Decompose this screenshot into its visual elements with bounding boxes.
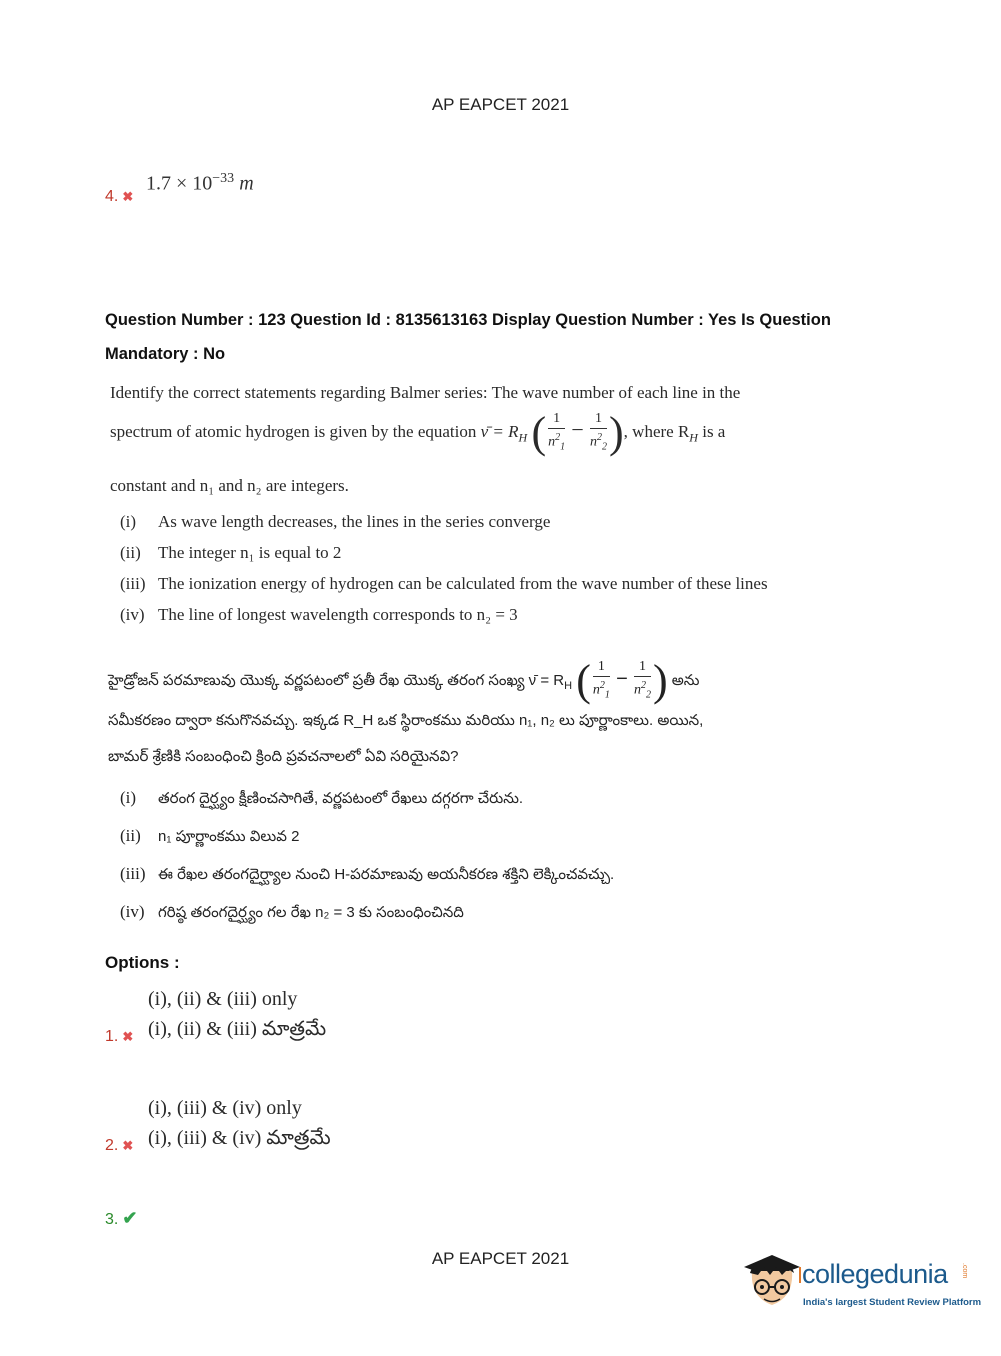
statement-en-3: (iii) The ionization energy of hydrogen can be calculated from the wave number of these lines: [120, 574, 768, 593]
question-meta-line1: Question Number : 123 Question Id : 8135613163 Display Question Number : Yes Is Question: [105, 311, 831, 329]
wrong-mark-icon: ✖: [122, 1138, 134, 1153]
logo-wordmark: collegedunia: [802, 1259, 948, 1289]
statement-te-4: (iv) గరిష్ఠ తరంగదైర్ఘ్యం గల రేఖ n₂ = 3 కు సంబంధించినది: [120, 902, 464, 921]
fraction-1: $\frac{1}{n^2_1}$: [548, 411, 566, 453]
statement-te-3: (iii) ఈ రేఖల తరంగదైర్ఘ్యాల నుంచి H-పరమాణువు అయనీకరణ శక్తిని లెక్కించవచ్చు.: [120, 864, 615, 883]
logo-suffix: .com: [961, 1263, 968, 1279]
statement-en-1: (i) As wave length decreases, the lines in the series converge: [120, 512, 551, 531]
option-4-number: 4. ✖: [105, 188, 134, 205]
question-en-line1: Identify the correct statements regarding Balmer series: The wave number of each line in the: [110, 383, 741, 402]
wrong-mark-icon: ✖: [122, 1029, 134, 1044]
option-1-text: (i), (ii) & (iii) only (i), (ii) & (iii) మాత్రమే: [148, 988, 327, 1040]
option-2-number: 2. ✖: [105, 1137, 134, 1154]
statement-te-1: (i) తరంగ దైర్ఘ్యం క్షీణించసాగితే, వర్ణపటంలో రేఖలు దగ్గరగా చేరును.: [120, 788, 524, 807]
question-meta-line2: Mandatory : No: [105, 345, 226, 363]
correct-mark-icon: ✔: [122, 1208, 138, 1228]
option-1-number: 1. ✖: [105, 1028, 134, 1045]
statement-en-4: (iv) The line of longest wavelength corresponds to n₂ = 3: [120, 605, 518, 624]
fraction-2: $\frac{1}{n^2_2}$: [590, 411, 608, 453]
wrong-mark-icon: ✖: [122, 189, 134, 204]
page-footer: AP EAPCET 2021: [431, 1249, 570, 1268]
student-mascot-icon: [742, 1249, 802, 1321]
statement-te-2: (ii) n₁ పూర్ణాంకము విలువ 2: [120, 826, 300, 845]
option-3-number: 3. ✔: [105, 1208, 138, 1228]
option-4-value: $1.7 \times 10^{-33}$ m: [146, 171, 254, 195]
question-te-line1: హైడ్రోజన్ పరమాణువు యొక్క వర్ణపటంలో ప్రతీ రేఖ యొక్క తరంగ సంఖ్య ν̄ = $R_H$ ( $\frac{1}{n^2_1}$ − $\frac{1}{n^2_2}$ ) అను: [108, 656, 700, 706]
question-te-line2: సమీకరణం ద్వారా కనుగొనవచ్చు. ఇక్కడ R_H ఒక స్థిరాంకము మరియు n₁, n₂ లు పూర్ణాంకాలు. అయిన,: [108, 712, 704, 729]
question-te-line3: బామర్ శ్రేణికి సంబంధించి క్రింది ప్రవచనాలలో ఏవి సరియైనవి?: [108, 748, 459, 765]
option-2-text: (i), (iii) & (iv) only (i), (iii) & (iv) మాత్రమే: [148, 1097, 331, 1149]
logo-tagline: India's largest Student Review Platform: [803, 1297, 982, 1308]
question-en-line3: constant and n₁ and n₂ are integers.: [110, 476, 349, 495]
options-label: Options :: [105, 953, 180, 972]
statement-en-2: (ii) The integer n₁ is equal to 2: [120, 543, 342, 562]
question-en-line2: spectrum of atomic hydrogen is given by the equation ν̄ = $R_H$ ( $\frac{1}{n^2_1}$ − $\frac{1}{n^2_2}$ ), where $R_H$ is a: [110, 408, 726, 458]
question-meta: [105, 303, 905, 371]
page-header: AP EAPCET 2021: [431, 95, 570, 114]
collegedunia-logo: [742, 1249, 982, 1321]
